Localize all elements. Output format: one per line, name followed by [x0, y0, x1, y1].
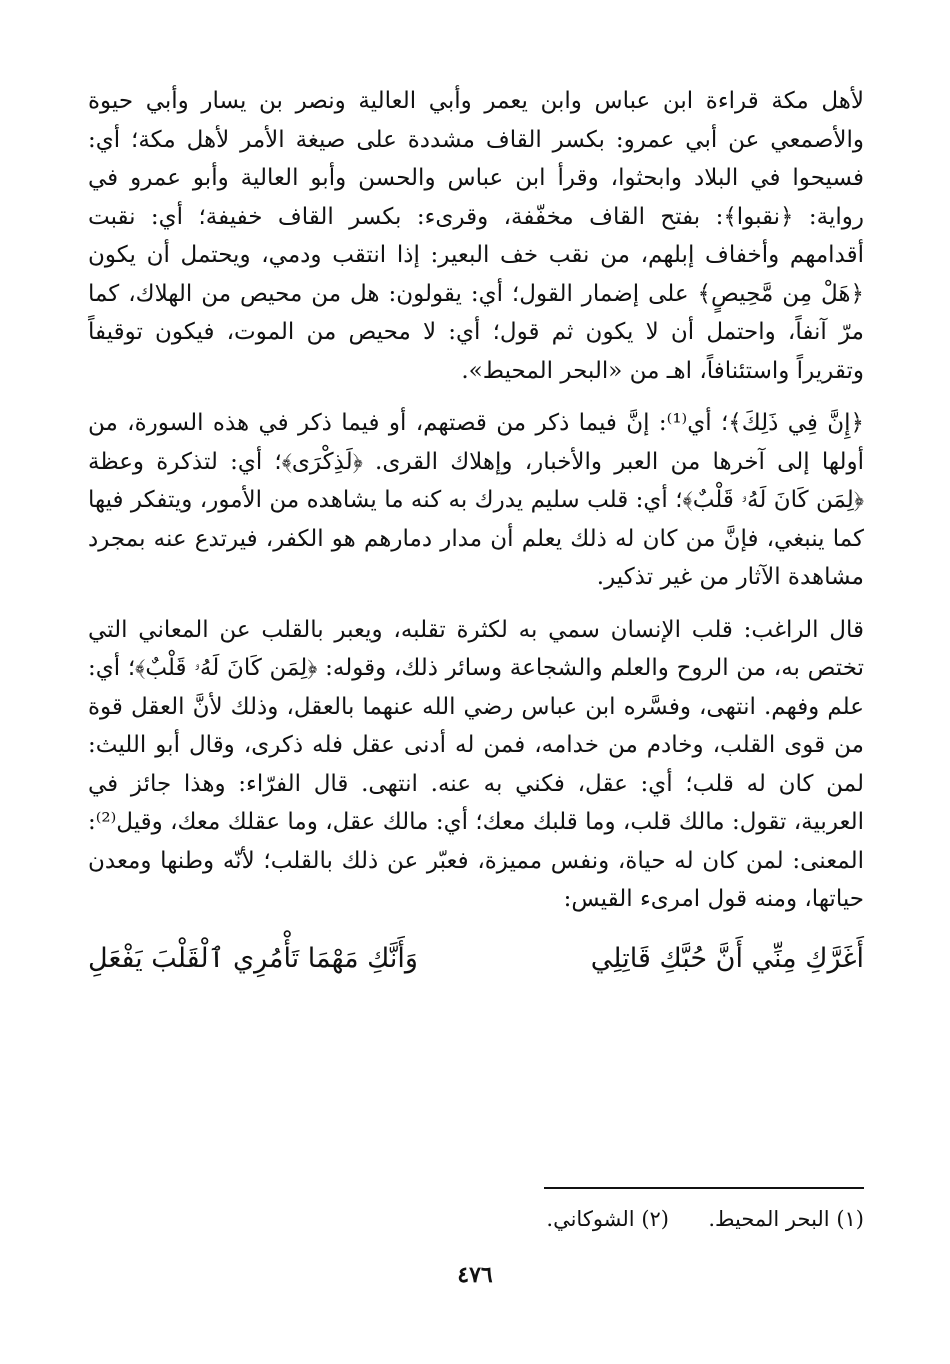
paragraph-3: قال الراغب: قلب الإنسان سمي به لكثرة تقلبه، ويعبر بالقلب عن المعاني التي تختص به، من الروح والعلم والشجاعة وسائر ذلك، وقوله: ﴿لِمَن كَانَ لَهُۥ قَلْبٌ﴾؛ أي: علم وفهم. انتهى، وفسَّره ابن عباس رضي الله عنهما بالعقل، وذلك لأنَّ العقل قوة من قوى القلب، وخادم من خدامه، فمن له أدنى عقل فله ذكرى، وقال أبو الليث: لمن كان له قلب؛ أي: عقل، فكني به عنه. انتهى. قال الفرّاء: وهذا جائز في العربية، تقول: مالك قلب، وما قلبك معك؛ أي: مالك عقل، وما عقلك معك، وقيل⁽²⁾: المعنى: لمن كان له حياة، ونفس مميزة، فعبّر عن ذلك بالقلب؛ لأنّه وطنها ومعدن حياتها، ومنه قول امرىء القيس: [88, 616, 864, 912]
page-body [88, 82, 864, 981]
footnotes [300, 1202, 864, 1236]
footnote-1: (١) البحر المحيط. [708, 1207, 864, 1231]
page-number: ٤٧٦ [457, 1262, 493, 1288]
verse-first-hemistich: أَغَرَّكِ مِنِّي أَنَّ حُبَّكِ قَاتِلِي [590, 942, 864, 974]
paragraph-2: ﴿إِنَّ فِي ذَلِكَ﴾؛ أي⁽¹⁾: إنَّ فيما ذكر من قصتهم، أو فيما ذكر في هذه السورة، من أولها إلى آخرها من العبر والأخبار، وإهلاك القرى. ﴿لَذِكْرَى﴾؛ أي: لتذكرة وعظة ﴿لِمَن كَانَ لَهُۥ قَلْبٌ﴾؛ أي: قلب سليم يدرك به كنه ما يشاهده من الأمور، ويتفكر فيها كما ينبغي، فإنَّ من كان له ذلك يعلم أن مدار دمارهم هو الكفر، فيرتدع عنه بمجرد مشاهدة الآثار من غير تذكير. [88, 410, 864, 590]
paragraph-1: لأهل مكة قراءة ابن عباس وابن يعمر وأبي العالية ونصر بن يسار وأبي حيوة والأصمعي عن أبي عمرو: بكسر القاف مشددة على صيغة الأمر لأهل مكة؛ أي: فسيحوا في البلاد وابحثوا، وقرأ ابن عباس والحسن وأبو العالية وأبو عمرو في رواية: ﴿نقبوا﴾: بفتح القاف مخفّفة، وقرىء: بكسر القاف خفيفة؛ أي: نقبت أقدامهم وأخفاف إبلهم، من نقب خف البعير: إذا انتقب ودمي، ويحتمل أن يكون ﴿هَلْ مِن مَّحِيصٍ﴾ على إضمار القول؛ أي: يقولون: هل من محيص من الهلاك، كما مرّ آنفاً، واحتمل أن لا يكون ثم قول؛ أي: لا محيص من الموت، فيكون توقيفاً وتقريراً واستئنافاً، اهـ من «البحر المحيط». [88, 88, 864, 384]
poetry-verse [88, 937, 864, 981]
verse-second-hemistich: وَأَنَّكِ مَهْمَا تَأْمُرِي ٱلْقَلْبَ يَفْعَلِ [88, 942, 418, 974]
footnote-2: (٢) الشوكاني. [546, 1207, 669, 1231]
footnote-divider [544, 1187, 864, 1189]
